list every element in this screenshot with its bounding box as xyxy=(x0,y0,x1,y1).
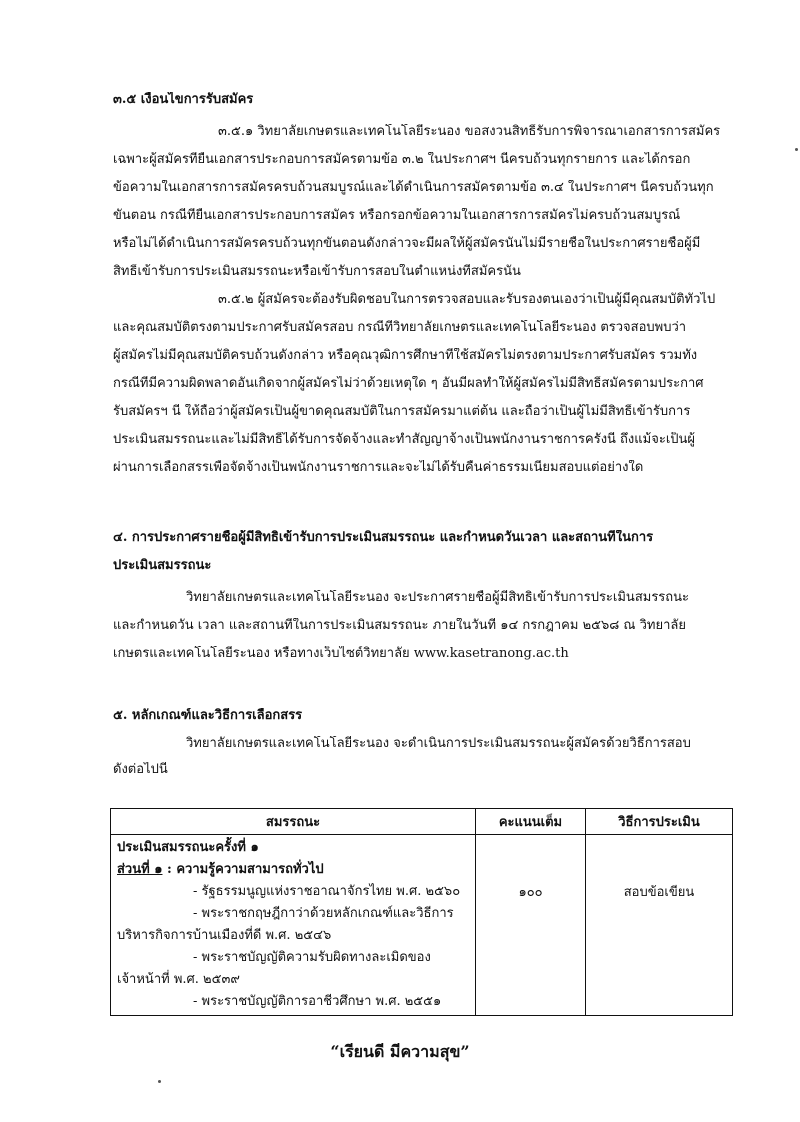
section-5-body-line: ดังต่อไปนี้ xyxy=(113,762,168,777)
round-title: ประเมินสมรรถนะครั้งที่ ๑ xyxy=(117,840,259,855)
p1-line: ๓.๕.๑ วิทยาลัยเกษตรและเทคโนโลยีระนอง ขอสงวนสิทธิ์รับการพิจารณาเอกสารการสมัคร xyxy=(218,124,721,139)
section-4-heading: ประเมินสมรรถนะ xyxy=(113,558,212,573)
topic-item: - พระราชบัญญัติความรับผิดทางละเมิดของ xyxy=(193,950,431,965)
header-method: วิธีการประเมิน xyxy=(586,809,733,835)
section-5-body-line: วิทยาลัยเกษตรและเทคโนโลยีระนอง จะดำเนินการประเมินสมรรถนะผู้สมัครด้วยวิธีการสอบ xyxy=(186,736,691,751)
header-competency: สมรรถนะ xyxy=(111,809,476,835)
motto: “เรียนดี มีความสุข” xyxy=(330,1042,470,1061)
table-header-row xyxy=(111,809,733,835)
section-4-body-line: และกำหนดวัน เวลา และสถานที่ในการประเมินสมรรถนะ ภายในวันที่ ๑๔ กรกฎาคม ๒๕๖๘ ณ วิทยาลัย xyxy=(113,618,686,633)
p1-line: สิทธิ์เข้ารับการประเมินสมรรถนะหรือเข้ารับการสอบในตำแหน่งที่สมัครนั้น xyxy=(113,264,521,279)
competency-cell xyxy=(111,835,476,1016)
header-full-score: คะแนนเต็ม xyxy=(476,809,586,835)
part-title: : ความรู้ความสามารถทั่วไป xyxy=(162,862,324,877)
section-4-heading: ๔. การประกาศรายชื่อผู้มีสิทธิเข้ารับการประเมินสมรรถนะ และกำหนดวันเวลา และสถานที่ในการ xyxy=(113,530,654,545)
section-5-heading: ๕. หลักเกณฑ์และวิธีการเลือกสรร xyxy=(113,708,303,723)
topic-item: - พระราชบัญญัติการอาชีวศึกษา พ.ศ. ๒๕๕๑ xyxy=(193,994,442,1009)
p2-line: ประเมินสมรรถนะและไม่มีสิทธิ์ได้รับการจัดจ้างและทำสัญญาจ้างเป็นพนักงานราชการครั้งนี้ ถึงแม้จะเป็นผู้ xyxy=(113,432,696,447)
p1-line: ขั้นตอน กรณีที่ยื่นเอกสารประกอบการสมัคร หรือกรอกข้อความในเอกสารการสมัครไม่ครบถ้วนสมบูรณ์ xyxy=(113,208,681,223)
p2-line: ผู้สมัครไม่มีคุณสมบัติครบถ้วนดังกล่าว หรือคุณวุฒิการศึกษาที่ใช้สมัครไม่ตรงตามประกาศรับสมัคร รวมทั้ง xyxy=(113,348,698,363)
section-4-body-line: เกษตรและเทคโนโลยีระนอง หรือทางเว็บไซต์วิทยาลัย www.kasetranong.ac.th xyxy=(113,646,569,661)
p2-line: รับสมัครฯ นี้ ให้ถือว่าผู้สมัครเป็นผู้ขาดคุณสมบัติในการสมัครมาแต่ต้น และถือว่าเป็นผู้ไม่มีสิทธิ์เข้ารับการ xyxy=(113,404,691,419)
p1-line: ข้อความในเอกสารการสมัครครบถ้วนสมบูรณ์และได้ดำเนินการสมัครตามข้อ ๓.๔ ในประกาศฯ นี้ครบถ้วนทุก xyxy=(113,180,714,195)
scan-speck xyxy=(158,1080,161,1083)
p2-line: และคุณสมบัติตรงตามประกาศรับสมัครสอบ กรณีที่วิทยาลัยเกษตรและเทคโนโลยีระนอง ตรวจสอบพบว่า xyxy=(113,320,687,335)
section-3-5-heading: ๓.๕ เงื่อนไขการรับสมัคร xyxy=(113,92,254,107)
p2-line: กรณีที่มีความผิดพลาดอันเกิดจากผู้สมัครไม่ว่าด้วยเหตุใด ๆ อันมีผลทำให้ผู้สมัครไม่มีสิทธิ์สมัครตามประกาศ xyxy=(113,376,704,391)
method-cell: สอบข้อเขียน xyxy=(586,835,733,1016)
scan-speck xyxy=(795,148,798,151)
topic-item-cont: เจ้าหน้าที่ พ.ศ. ๒๕๓๙ xyxy=(117,972,240,987)
score-cell: ๑๐๐ xyxy=(476,835,586,1016)
table-row xyxy=(111,835,733,1016)
topic-item: - พระราชกฤษฎีกาว่าด้วยหลักเกณฑ์และวิธีการ xyxy=(193,906,454,921)
section-4-body-line: วิทยาลัยเกษตรและเทคโนโลยีระนอง จะประกาศรายชื่อผู้มีสิทธิเข้ารับการประเมินสมรรถนะ xyxy=(186,590,690,605)
assessment-table xyxy=(110,808,733,1016)
p2-line: ๓.๕.๒ ผู้สมัครจะต้องรับผิดชอบในการตรวจสอบและรับรองตนเองว่าเป็นผู้มีคุณสมบัติทั่วไป xyxy=(218,292,716,307)
part-label: ส่วนที่ ๑ xyxy=(117,862,163,877)
topic-item: - รัฐธรรมนูญแห่งราชอาณาจักรไทย พ.ศ. ๒๕๖๐ xyxy=(193,884,461,899)
part-title-line xyxy=(117,859,469,881)
topic-item-cont: บริหารกิจการบ้านเมืองที่ดี พ.ศ. ๒๕๔๖ xyxy=(117,928,332,943)
p1-line: เฉพาะผู้สมัครที่ยื่นเอกสารประกอบการสมัครตามข้อ ๓.๒ ในประกาศฯ นี้ครบถ้วนทุกรายการ และได้กรอก xyxy=(113,152,691,167)
p2-line: ผ่านการเลือกสรรเพื่อจัดจ้างเป็นพนักงานราชการและจะไม่ได้รับคืนค่าธรรมเนียมสอบแต่อย่างใด xyxy=(113,460,644,475)
p1-line: หรือไม่ได้ดำเนินการสมัครครบถ้วนทุกขั้นตอนดังกล่าวจะมีผลให้ผู้สมัครนั้นไม่มีรายชื่อในประกาศรายชื่อผู้มี xyxy=(113,236,701,251)
